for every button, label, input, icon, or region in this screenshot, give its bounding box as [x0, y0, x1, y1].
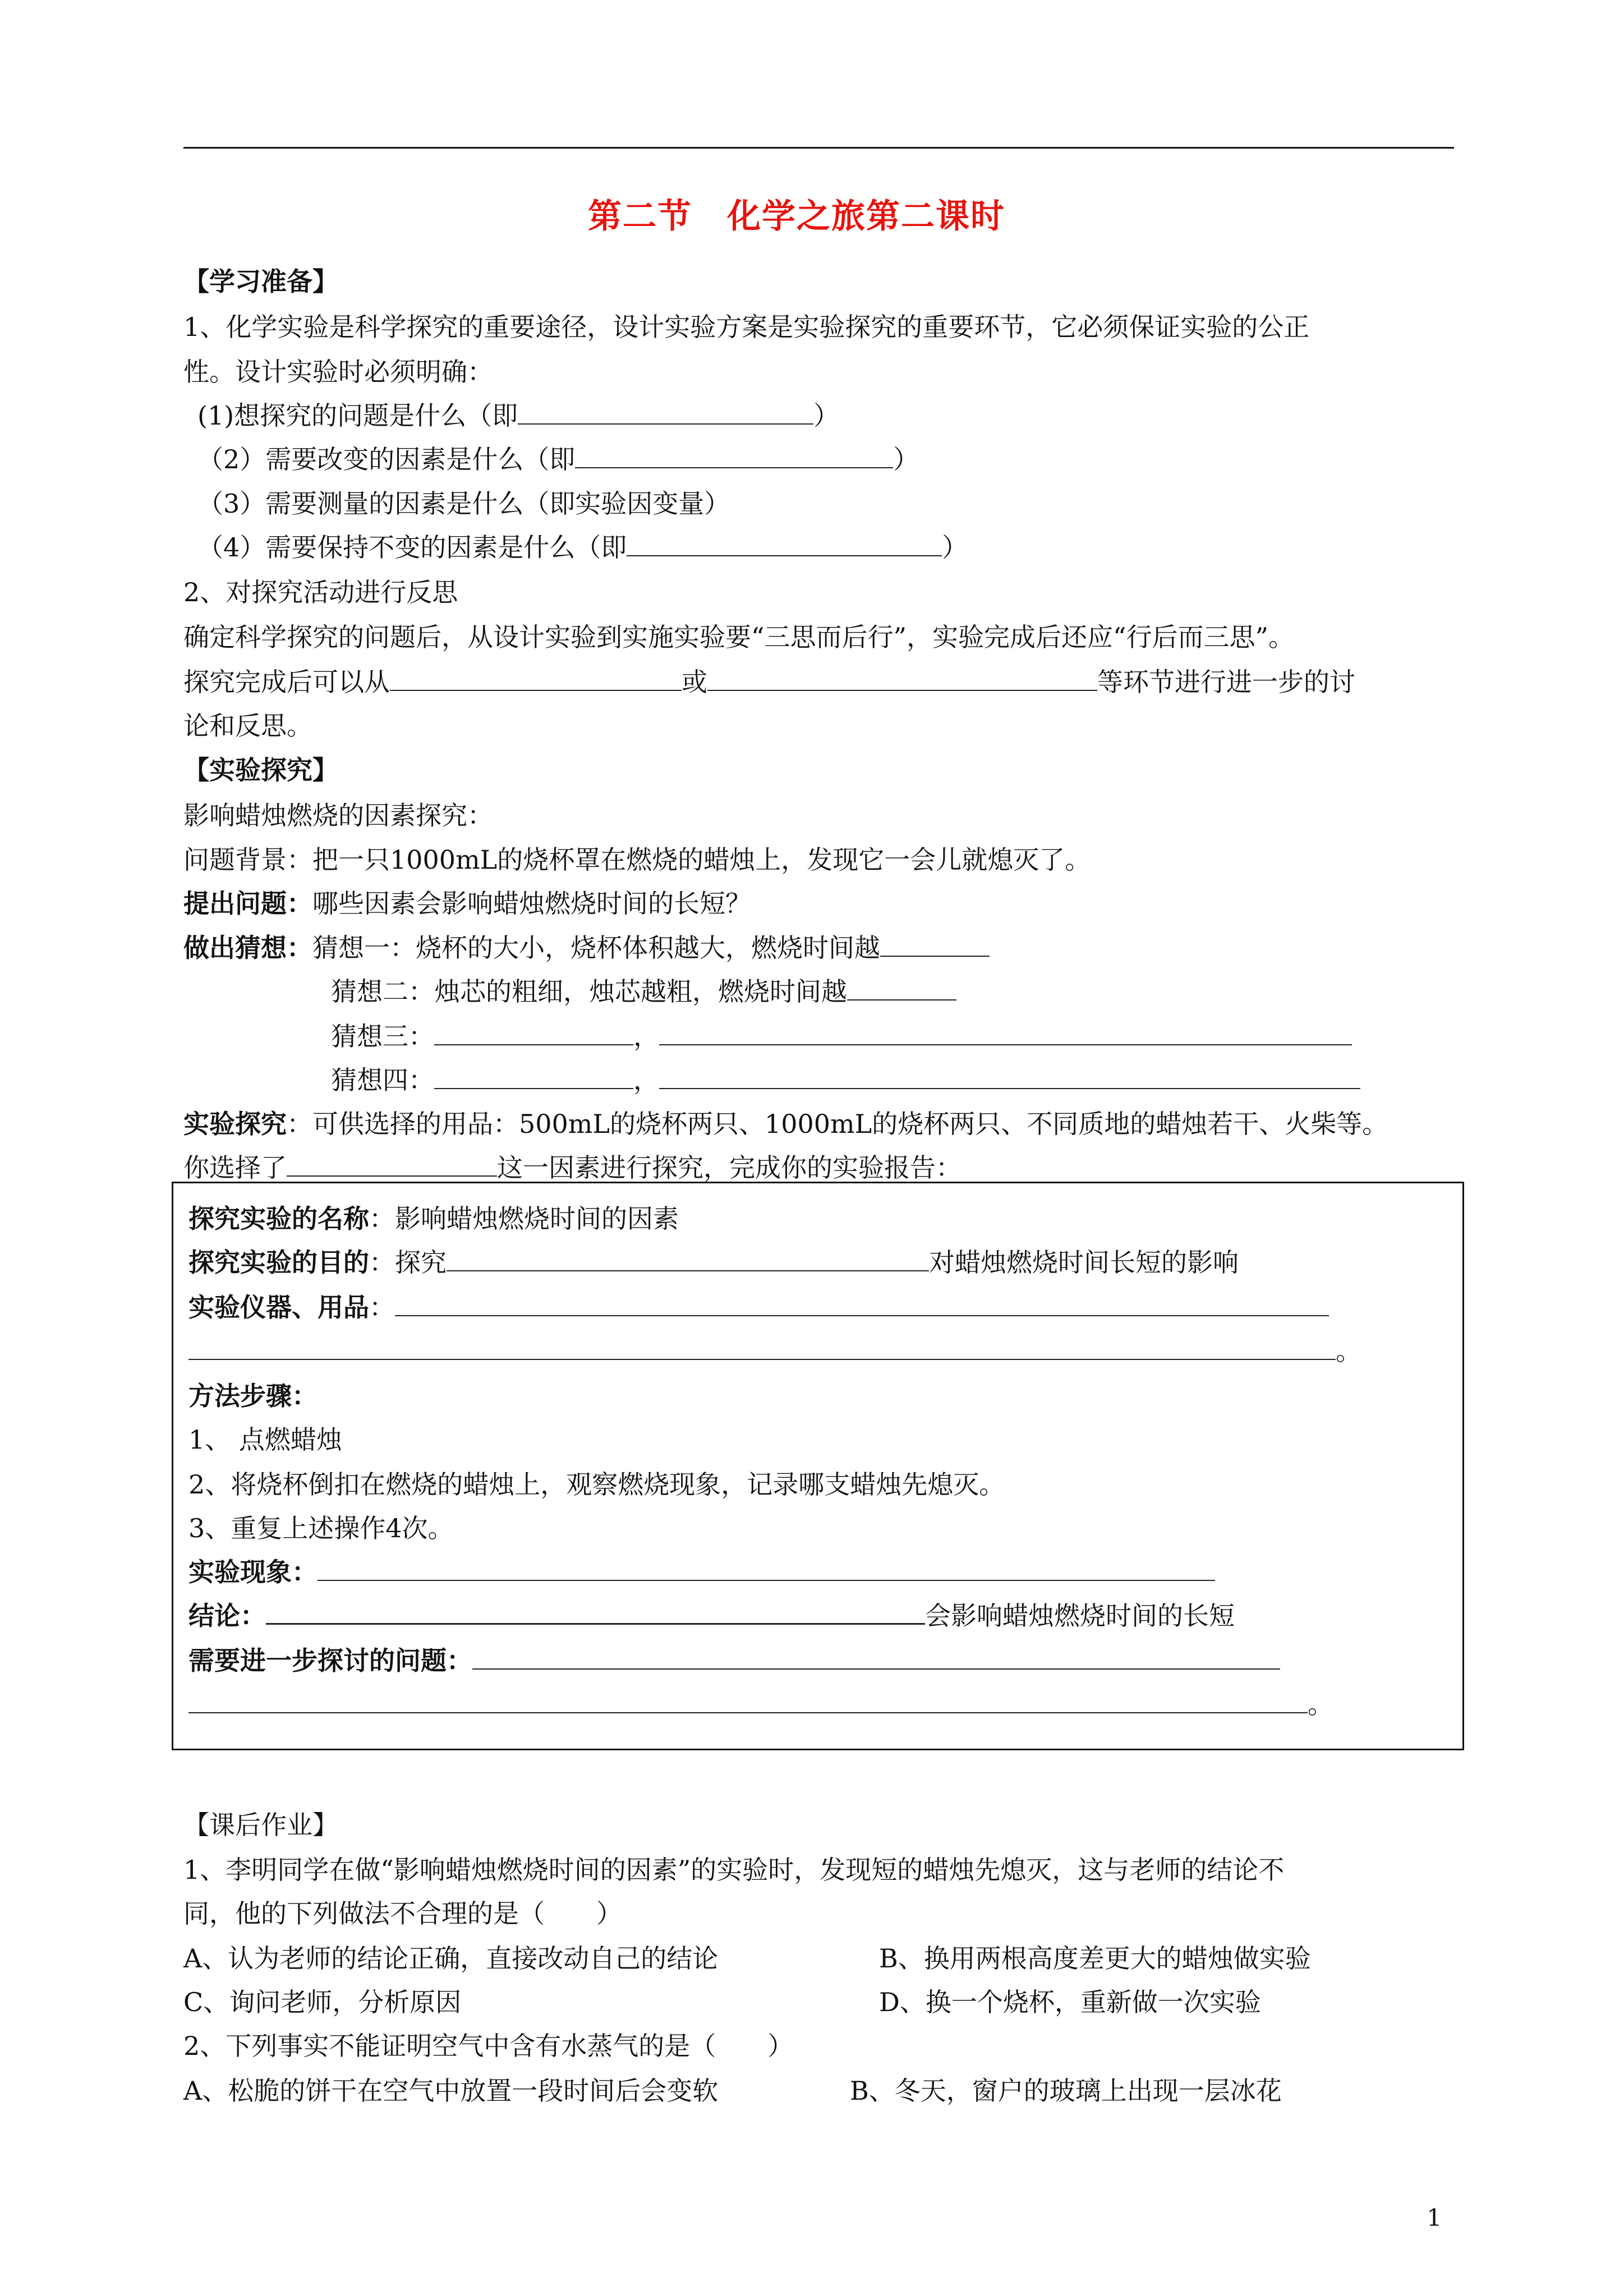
report-name-label: 探究实验的名称 — [188, 1204, 369, 1234]
prep-paragraph-1b: 性。设计实验时必须明确： — [183, 357, 493, 387]
period: 。 — [1308, 1689, 1333, 1719]
page-title: 第二节 化学之旅第二课时 — [588, 197, 1005, 236]
choose-a: 你选择了 — [183, 1152, 287, 1183]
blank-field[interactable] — [266, 1601, 925, 1625]
homework-q1-option-b: B、换用两根高度差更大的蜡烛做实验 — [879, 1943, 1311, 1974]
blank-field[interactable] — [318, 1557, 1215, 1581]
section-heading-explore: 【实验探究】 — [183, 755, 338, 785]
header-rule — [183, 147, 1454, 149]
explore-guess-3 — [331, 1016, 1352, 1053]
report-equipment-text: ： — [369, 1292, 395, 1322]
prep-paragraph-4-part-a: 探究完成后可以从 — [183, 667, 390, 697]
prep-paragraph-4 — [183, 662, 1355, 699]
blank-field[interactable] — [434, 1066, 633, 1089]
prep-paragraph-1a: 1、化学实验是科学探究的重要途径，设计实验方案是实验探究的重要环节，它必须保证实验的公正 — [183, 312, 1310, 342]
blank-field[interactable] — [287, 1153, 497, 1177]
blank-field[interactable] — [447, 1248, 929, 1271]
explore-background: 问题背景：把一只1000mL的烧杯罩在燃烧的蜡烛上，发现它一会儿就熄灭了。 — [183, 845, 1091, 875]
explore-guess-1 — [183, 928, 990, 965]
report-phenomenon-label: 实验现象： — [188, 1557, 318, 1587]
report-step-1: 1、 点燃蜡烛 — [188, 1424, 342, 1455]
blank-field[interactable] — [847, 977, 956, 1001]
homework-q2: 2、下列事实不能证明空气中含有水蒸气的是（ ） — [183, 2031, 794, 2061]
report-name — [188, 1198, 679, 1235]
report-conclusion-label: 结论： — [188, 1601, 266, 1631]
prep-question-1-text: (1)想探究的问题是什么（即 — [197, 400, 518, 431]
blank-field[interactable] — [575, 445, 893, 468]
explore-line-1: 影响蜡烛燃烧的因素探究： — [183, 800, 493, 831]
report-step-3: 3、重复上述操作4次。 — [188, 1513, 454, 1543]
guess-4-label: 猜想四： — [331, 1065, 434, 1095]
ask-label: 提出问题： — [183, 888, 312, 919]
prep-question-4 — [197, 527, 968, 564]
close-paren: ） — [813, 400, 840, 431]
report-aim-tail: 对蜡烛燃烧时间长短的影响 — [929, 1247, 1239, 1278]
exp-text: ：可供选择的用品：500mL的烧杯两只、1000mL的烧杯两只、不同质地的蜡烛若干、火柴等。 — [287, 1109, 1388, 1139]
report-equipment-cont — [188, 1331, 1361, 1368]
prep-question-2-text: （2）需要改变的因素是什么（即 — [197, 444, 576, 474]
report-equipment — [188, 1287, 1329, 1324]
guess-1-text: 猜想一：烧杯的大小，烧杯体积越大，燃烧时间越 — [312, 933, 880, 963]
exp-label: 实验探究 — [183, 1109, 287, 1139]
homework-q2-option-a: A、松脆的饼干在空气中放置一段时间后会变软 — [183, 2076, 719, 2106]
prep-paragraph-4-part-c: 等环节进行进一步的讨 — [1097, 667, 1355, 697]
explore-materials — [183, 1104, 1388, 1141]
report-steps-label: 方法步骤： — [188, 1381, 318, 1411]
prep-paragraph-3: 确定科学探究的问题后，从设计实验到实施实验要“三思而后行”，实验完成后还应“行后而三思”。 — [183, 622, 1295, 652]
blank-field[interactable] — [434, 1022, 633, 1045]
prep-paragraph-5: 论和反思。 — [183, 711, 312, 741]
comma: ， — [633, 1021, 659, 1052]
blank-field[interactable] — [518, 401, 813, 425]
close-paren: ） — [893, 444, 919, 474]
period: 。 — [1336, 1336, 1361, 1366]
homework-q1b: 同，他的下列做法不合理的是（ ） — [183, 1898, 622, 1929]
prep-question-3: （3）需要测量的因素是什么（即实验因变量） — [197, 488, 730, 519]
blank-field[interactable] — [707, 667, 1097, 691]
report-aim — [188, 1242, 1239, 1279]
report-conclusion-tail: 会影响蜡烛燃烧时间的长短 — [925, 1601, 1235, 1631]
blank-field[interactable] — [395, 1293, 1329, 1316]
report-step-2: 2、将烧杯倒扣在燃烧的蜡烛上，观察燃烧现象，记录哪支蜡烛先熄灭。 — [188, 1469, 1005, 1500]
blank-field[interactable] — [659, 1022, 1352, 1045]
homework-q1-option-c: C、询问老师，分析原因 — [183, 1987, 462, 2017]
guess-2-text: 猜想二：烛芯的粗细，烛芯越粗，燃烧时间越 — [331, 976, 847, 1007]
page-number: 1 — [1427, 2204, 1442, 2232]
report-equipment-label: 实验仪器、用品 — [188, 1292, 369, 1322]
blank-field[interactable] — [188, 1336, 1336, 1360]
prep-question-1 — [197, 395, 839, 432]
comma: ， — [633, 1065, 659, 1095]
report-phenomenon — [188, 1552, 1215, 1589]
explore-question — [183, 883, 751, 920]
homework-q1-option-a: A、认为老师的结论正确，直接改动自己的结论 — [183, 1943, 719, 1974]
ask-text: 哪些因素会影响蜡烛燃烧时间的长短？ — [312, 888, 751, 919]
section-heading-prep: 【学习准备】 — [183, 266, 338, 297]
homework-q2-option-b: B、冬天，窗户的玻璃上出现一层冰花 — [850, 2076, 1282, 2106]
report-conclusion — [188, 1596, 1235, 1633]
blank-field[interactable] — [627, 533, 942, 556]
blank-field[interactable] — [472, 1646, 1280, 1670]
blank-field[interactable] — [188, 1690, 1308, 1713]
blank-field[interactable] — [659, 1066, 1360, 1089]
homework-q1-option-d: D、换一个烧杯，重新做一次实验 — [879, 1987, 1261, 2017]
report-name-text: ：影响蜡烛燃烧时间的因素 — [369, 1204, 679, 1234]
prep-paragraph-2: 2、对探究活动进行反思 — [183, 577, 458, 607]
report-aim-text: ：探究 — [369, 1247, 447, 1278]
section-heading-homework: 【课后作业】 — [183, 1810, 338, 1840]
blank-field[interactable] — [880, 933, 990, 957]
guess-3-label: 猜想三： — [331, 1021, 434, 1052]
blank-field[interactable] — [390, 667, 682, 691]
report-aim-label: 探究实验的目的 — [188, 1247, 369, 1278]
explore-guess-4 — [331, 1060, 1360, 1097]
close-paren: ） — [942, 532, 968, 563]
explore-choose — [183, 1147, 961, 1184]
prep-paragraph-4-part-b: 或 — [682, 667, 707, 697]
choose-b: 这一因素进行探究，完成你的实验报告： — [497, 1152, 961, 1183]
report-further-label: 需要进一步探讨的问题： — [188, 1645, 472, 1676]
explore-guess-2 — [331, 971, 956, 1008]
prep-question-2 — [197, 439, 919, 476]
guess-label: 做出猜想： — [183, 933, 312, 963]
report-further-cont — [188, 1684, 1333, 1721]
homework-q1a: 1、李明同学在做“影响蜡烛燃烧时间的因素”的实验时，发现短的蜡烛先熄灭，这与老师的结论不 — [183, 1855, 1285, 1885]
report-further — [188, 1640, 1280, 1677]
prep-question-4-text: （4）需要保持不变的因素是什么（即 — [197, 532, 627, 563]
